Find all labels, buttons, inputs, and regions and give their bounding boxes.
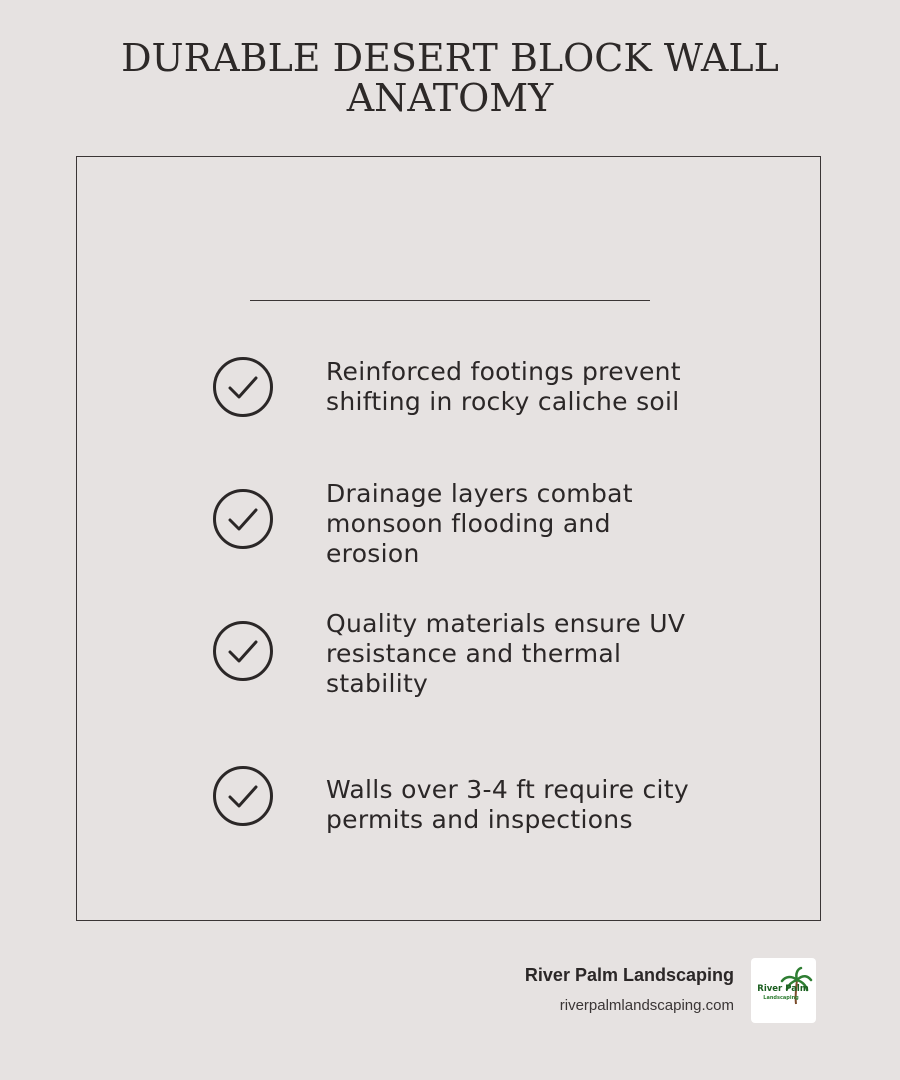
brand-name: River Palm Landscaping: [524, 965, 734, 985]
list-item-text: [326, 357, 726, 417]
list-item-line: permits and inspections: [326, 805, 633, 834]
check-circle-icon: [212, 620, 274, 682]
title-line-1: DURABLE DESERT BLOCK WALL: [121, 36, 779, 80]
list-item-line: Walls over 3-4 ft require city: [326, 775, 690, 804]
title-line-2: ANATOMY: [346, 76, 554, 120]
list-item-line: Drainage layers combat: [326, 479, 633, 508]
list-item-text: [326, 775, 726, 835]
logo-text-line-1: River Palm: [757, 984, 809, 994]
page-title: [90, 38, 810, 118]
divider-line: [250, 300, 650, 301]
brand-logo: [751, 958, 816, 1023]
list-item-line: Quality materials ensure UV: [326, 609, 686, 638]
list-item-line: shifting in rocky caliche soil: [326, 387, 680, 416]
check-circle-icon: [212, 356, 274, 418]
list-item-line: monsoon flooding and: [326, 509, 611, 538]
list-item-line: erosion: [326, 539, 420, 568]
list-item-line: Reinforced footings prevent: [326, 357, 681, 386]
check-circle-icon: [212, 488, 274, 550]
palm-tree-icon: [751, 958, 816, 1023]
check-circle-icon: [212, 765, 274, 827]
list-item-line: stability: [326, 669, 429, 698]
list-item-text: [326, 609, 726, 699]
logo-text-line-2: Landscaping: [763, 995, 799, 1001]
list-item-text: [326, 479, 726, 569]
list-item-line: resistance and thermal: [326, 639, 622, 668]
brand-url[interactable]: riverpalmlandscaping.com: [559, 997, 734, 1014]
